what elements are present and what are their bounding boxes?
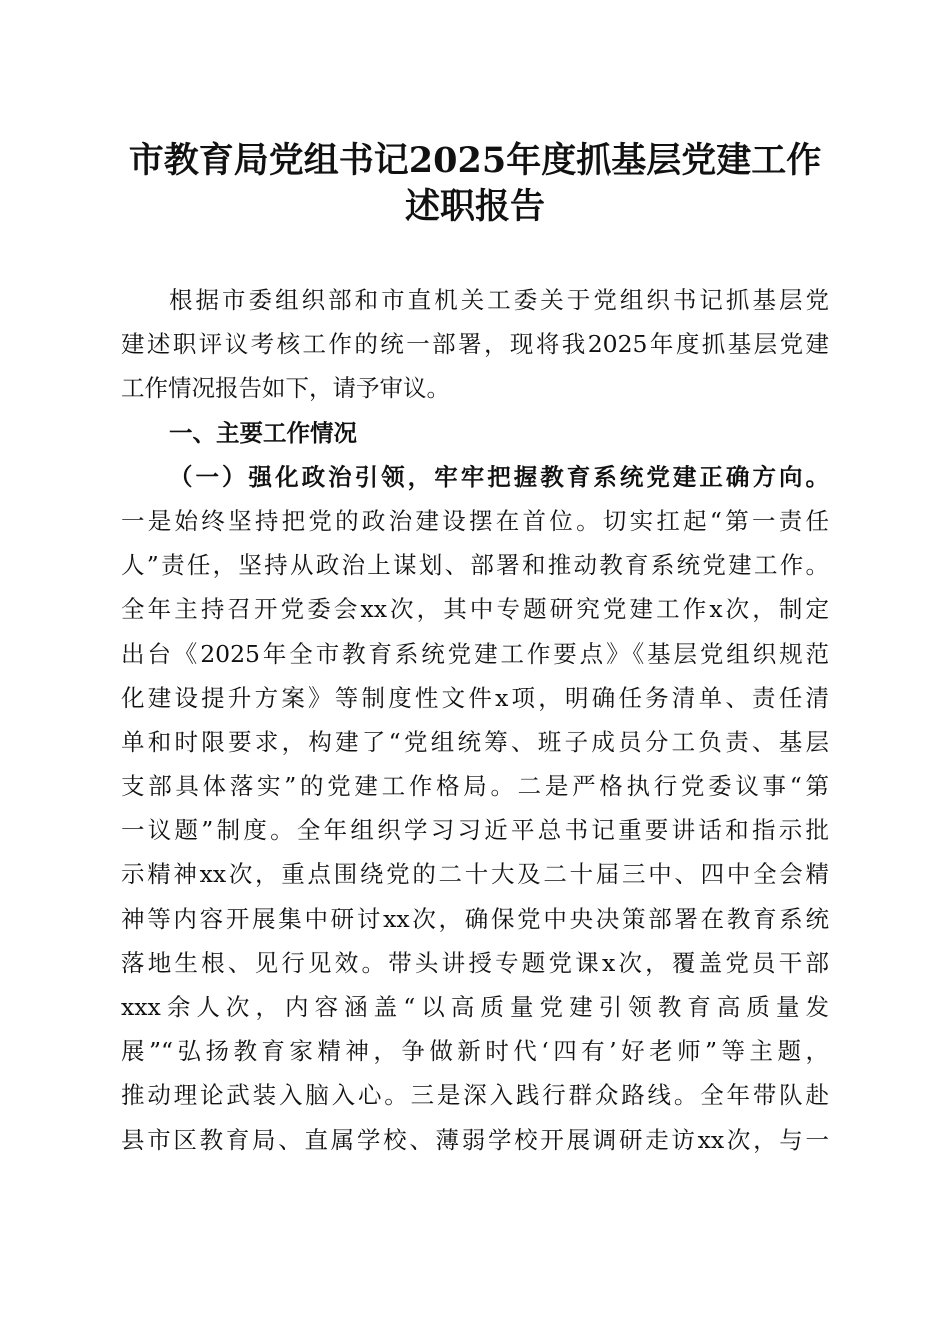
paragraph-line: 单和时限要求，构建了“党组统筹、班子成员分工负责、基层 <box>121 727 829 756</box>
paragraph-intro-line: 工作情况报告如下，请予审议。 <box>121 374 450 403</box>
paragraph-line: 推动理论武装入脑入心。三是深入践行群众路线。全年带队赴 <box>121 1081 829 1110</box>
paragraph-line: 一是始终坚持把党的政治建设摆在首位。切实扛起“第一责任 <box>121 506 829 535</box>
paragraph-line: 人”责任，坚持从政治上谋划、部署和推动教育系统党建工作。 <box>121 551 829 580</box>
subsection-heading: （一）强化政治引领，牢牢把握教育系统党建正确方向。 <box>169 462 829 491</box>
paragraph-line: xxx余人次，内容涵盖“以高质量党建引领教育高质量发 <box>121 993 829 1021</box>
document-body <box>121 278 829 1162</box>
section-heading: 一、主要工作情况 <box>169 418 357 447</box>
paragraph-line: 展”“弘扬教育家精神，争做新时代‘四有’好老师”等主题， <box>121 1037 829 1066</box>
paragraph-intro-line: 建述职评议考核工作的统一部署，现将我2025年度抓基层党建 <box>121 330 829 359</box>
paragraph-line: 一议题”制度。全年组织学习习近平总书记重要讲话和指示批 <box>121 816 829 845</box>
paragraph-line: 全年主持召开党委会xx次，其中专题研究党建工作x次，制定 <box>121 595 829 624</box>
paragraph-intro-line: 根据市委组织部和市直机关工委关于党组织书记抓基层党 <box>169 286 829 314</box>
paragraph-line: 落地生根、见行见效。带头讲授专题党课x次，覆盖党员干部 <box>121 948 829 977</box>
paragraph-line: 化建设提升方案》等制度性文件x项，明确任务清单、责任清 <box>121 683 829 712</box>
document-title-line-1: 市教育局党组书记2025年度抓基层党建工作 <box>128 140 822 181</box>
paragraph-line: 县市区教育局、直属学校、薄弱学校开展调研走访xx次，与一 <box>121 1125 829 1154</box>
paragraph-line: 示精神xx次，重点围绕党的二十大及二十届三中、四中全会精 <box>121 860 829 889</box>
paragraph-line: 出台《2025年全市教育系统党建工作要点》《基层党组织规范 <box>121 639 829 668</box>
document-title-line-2: 述职报告 <box>404 186 545 227</box>
paragraph-line: 神等内容开展集中研讨xx次，确保党中央决策部署在教育系统 <box>121 904 829 933</box>
paragraph-line: 支部具体落实”的党建工作格局。二是严格执行党委议事“第 <box>121 772 829 801</box>
